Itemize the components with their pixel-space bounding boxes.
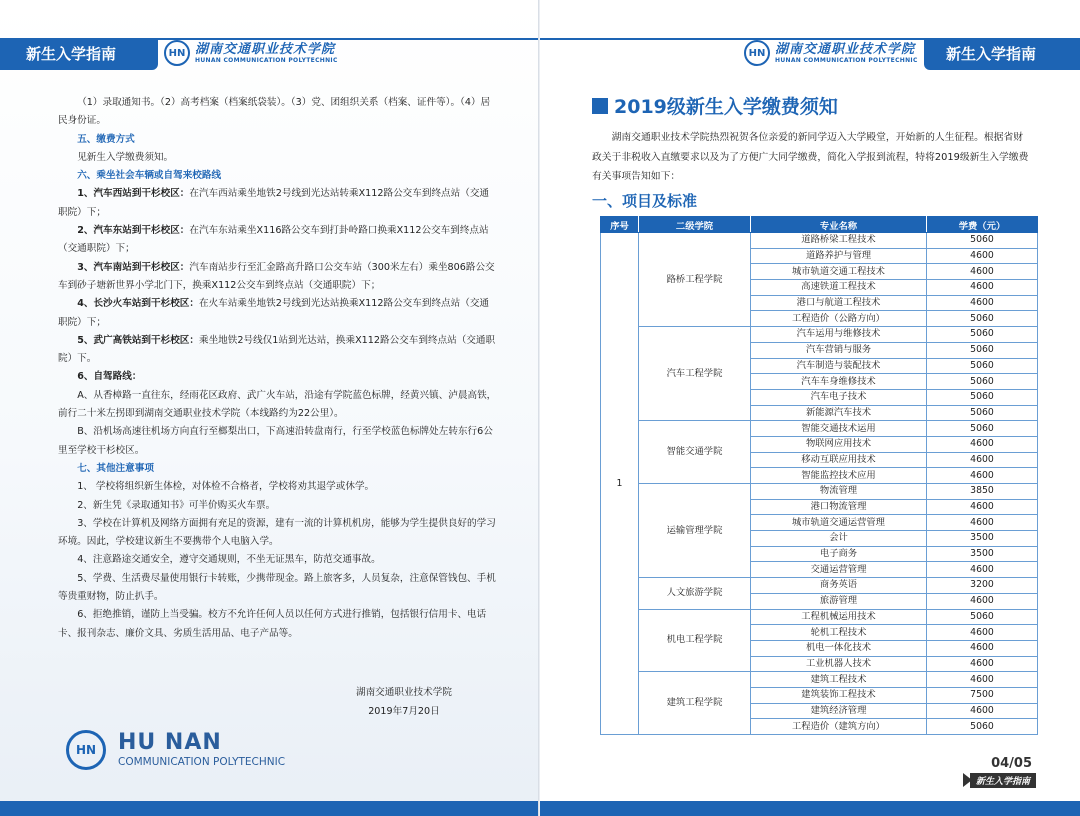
seq-cell: 1 xyxy=(601,233,639,735)
fee-cell: 4600 xyxy=(927,468,1038,484)
fee-cell: 5060 xyxy=(927,342,1038,358)
section-6-title: 六、乘坐社会车辆或自驾来校路线 xyxy=(77,170,222,182)
major-cell: 道路养护与管理 xyxy=(751,248,927,264)
footer-subtitle: COMMUNICATION POLYTECHNIC xyxy=(118,756,286,768)
school-name-cn: 湖南交通职业技术学院 xyxy=(775,41,916,57)
fee-cell: 4600 xyxy=(927,703,1038,719)
major-cell: 新能源汽车技术 xyxy=(751,405,927,421)
fee-cell: 5060 xyxy=(927,233,1038,249)
college-cell: 运输管理学院 xyxy=(639,484,751,578)
fee-cell: 4600 xyxy=(927,295,1038,311)
col-header-college: 二级学院 xyxy=(639,217,751,233)
major-cell: 工程造价（公路方向） xyxy=(751,311,927,327)
major-cell: 会计 xyxy=(751,531,927,547)
fee-table-header xyxy=(601,217,1038,233)
fee-cell: 4600 xyxy=(927,672,1038,688)
fee-cell: 4600 xyxy=(927,593,1038,609)
fee-cell: 5060 xyxy=(927,421,1038,437)
signature-date: 2019年7月20日 xyxy=(368,706,440,717)
left-footer-logo xyxy=(66,730,285,770)
major-cell: 旅游管理 xyxy=(751,593,927,609)
fee-cell: 4600 xyxy=(927,436,1038,452)
fee-cell: 5060 xyxy=(927,609,1038,625)
fee-cell: 3850 xyxy=(927,484,1038,500)
major-cell: 物联网应用技术 xyxy=(751,436,927,452)
major-cell: 汽车营销与服务 xyxy=(751,342,927,358)
major-cell: 建筑经济管理 xyxy=(751,703,927,719)
route-4: 4、长沙火车站到干杉校区：在火车站乘坐地铁2号线到光达站换乘X112路公交车到终点站（交通职院）下； xyxy=(58,298,490,328)
right-page xyxy=(540,0,1080,816)
major-cell: 智能交通技术运用 xyxy=(751,421,927,437)
table-row xyxy=(601,421,1038,437)
school-name-cn: 湖南交通职业技术学院 xyxy=(195,41,336,57)
fee-cell: 3500 xyxy=(927,531,1038,547)
header-tab-left: 新生入学指南 xyxy=(0,38,158,70)
route-1: 1、汽车西站到干杉校区：在汽车西站乘坐地铁2号线到光达站转乘X112路公交车到终点站（交通职院）下； xyxy=(58,188,490,218)
fee-cell: 4600 xyxy=(927,264,1038,280)
major-cell: 机电一体化技术 xyxy=(751,640,927,656)
left-body-text xyxy=(58,94,498,643)
items-standards-title: 一、项目及标准 xyxy=(592,192,698,210)
major-cell: 工业机器人技术 xyxy=(751,656,927,672)
route-5: 5、武广高铁站到干杉校区：乘坐地铁2号线仅1站到光达站，换乘X112路公交车到终点站（交通职院）下。 xyxy=(58,334,496,365)
route-2: 2、汽车东站到干杉校区：在汽车东站乘坐X116路公交车到打卦岭路口换乘X112公交车到终点站（交通职院）下； xyxy=(58,225,489,255)
note-4: 4、注意路途交通安全，遵守交通规则，不坐无证黑车，防范交通事故。 xyxy=(77,554,381,566)
note-3: 3、学校在计算机及网络方面拥有充足的资源，建有一流的计算机机房，能够为学生提供良好的学习环境。因此，学校建议新生不要携带个人电脑入学。 xyxy=(58,517,496,548)
self-drive-route-b: B、沿机场高速往机场方向直行至榔梨出口，下高速沿转盘南行，行至学校蓝色标牌处左转东行6公里至学校干杉校区。 xyxy=(58,426,493,456)
major-cell: 汽车电子技术 xyxy=(751,389,927,405)
note-2: 2、新生凭《录取通知书》可半价购买火车票。 xyxy=(77,499,276,511)
self-drive-route-a: A、从香樟路一直往东，经雨花区政府、武广火车站，沿途有学院蓝色标牌，经黄兴镇、泸晨高铁，前行二十米左拐即到湖南交通职业技术学院（本线路约为22公里）。 xyxy=(58,389,497,420)
table-row xyxy=(601,484,1038,500)
fee-cell: 3200 xyxy=(927,578,1038,594)
section-5-title: 五、缴费方式 xyxy=(77,133,135,145)
major-cell: 物流管理 xyxy=(751,484,927,500)
major-cell: 道路桥梁工程技术 xyxy=(751,233,927,249)
major-cell: 城市轨道交通工程技术 xyxy=(751,264,927,280)
school-emblem-icon: HN xyxy=(164,40,190,66)
fee-cell: 4600 xyxy=(927,452,1038,468)
note-1: 1、 学校将组织新生体检，对体检不合格者，学校将劝其退学或休学。 xyxy=(77,481,375,493)
major-cell: 交通运营管理 xyxy=(751,562,927,578)
col-header-fee: 学费（元） xyxy=(927,217,1038,233)
signature-org: 湖南交通职业技术学院 xyxy=(356,687,452,698)
fee-cell: 7500 xyxy=(927,687,1038,703)
fee-cell: 4600 xyxy=(927,499,1038,515)
school-logo-right xyxy=(744,40,918,66)
fee-cell: 5060 xyxy=(927,311,1038,327)
self-drive-title: 6、自驾路线： xyxy=(77,371,142,383)
major-cell: 轮机工程技术 xyxy=(751,625,927,641)
fee-cell: 4600 xyxy=(927,562,1038,578)
title-square-icon xyxy=(592,98,608,114)
major-cell: 工程造价（建筑方向） xyxy=(751,719,927,735)
footer-title: HU NAN xyxy=(118,730,222,755)
school-name-en: HUNAN COMMUNICATION POLYTECHNIC xyxy=(195,56,338,64)
table-row xyxy=(601,672,1038,688)
table-row xyxy=(601,327,1038,343)
required-documents: （1）录取通知书。（2）高考档案（档案纸袋装）。（3）党、团组织关系（档案、证件等）。（4）居民身份证。 xyxy=(58,97,491,127)
col-header-seq: 序号 xyxy=(601,217,639,233)
major-cell: 商务英语 xyxy=(751,578,927,594)
table-row xyxy=(601,578,1038,594)
note-6: 6、拒绝推销，谨防上当受骗。校方不允许任何人员以任何方式进行推销，包括银行信用卡、电话卡、报刊杂志、廉价文具、劣质生活用品、电子产品等。 xyxy=(58,609,487,639)
fee-cell: 5060 xyxy=(927,719,1038,735)
fee-cell: 5060 xyxy=(927,405,1038,421)
note-5: 5、学费、生活费尽量使用银行卡转账，少携带现金。路上旅客多，人员复杂，注意保管钱包、手机等贵重财物，防止扒手。 xyxy=(58,572,496,603)
fee-cell: 5060 xyxy=(927,358,1038,374)
major-cell: 智能监控技术应用 xyxy=(751,468,927,484)
fee-cell: 4600 xyxy=(927,515,1038,531)
section-7-title: 七、其他注意事项 xyxy=(77,462,154,474)
right-footer-bar xyxy=(540,801,1080,816)
section-5-text: 见新生入学缴费须知。 xyxy=(77,151,174,163)
major-cell: 港口物流管理 xyxy=(751,499,927,515)
fee-cell: 4600 xyxy=(927,625,1038,641)
major-cell: 工程机械运用技术 xyxy=(751,609,927,625)
fee-table xyxy=(600,216,1038,735)
major-cell: 建筑工程技术 xyxy=(751,672,927,688)
school-emblem-icon: HN xyxy=(744,40,770,66)
route-3: 3、汽车南站到干杉校区：汽车南站步行至汇金路高升路口公交车站（300米左右）乘坐806路公交车到砂子塘新世界小学北门下，换乘X112公交车到终点站（交通职院）下； xyxy=(58,261,495,291)
major-cell: 港口与航道工程技术 xyxy=(751,295,927,311)
college-cell: 智能交通学院 xyxy=(639,421,751,484)
school-name-en: HUNAN COMMUNICATION POLYTECHNIC xyxy=(775,56,918,64)
fee-cell: 4600 xyxy=(927,248,1038,264)
fee-cell: 5060 xyxy=(927,389,1038,405)
major-cell: 城市轨道交通运营管理 xyxy=(751,515,927,531)
fee-cell: 3500 xyxy=(927,546,1038,562)
fee-cell: 5060 xyxy=(927,374,1038,390)
college-cell: 建筑工程学院 xyxy=(639,672,751,735)
table-row xyxy=(601,233,1038,249)
college-cell: 路桥工程学院 xyxy=(639,233,751,327)
footer-emblem-icon: HN xyxy=(66,730,106,770)
header-tab-right: 新生入学指南 xyxy=(924,38,1080,70)
fee-notice-intro: 湖南交通职业技术学院热烈祝贺各位亲爱的新同学迈入大学殿堂，开始新的人生征程。根据省财政关于非税收入直缴要求以及为了方便广大同学缴费，简化入学报到流程，特将2019级新生入学缴费有关事项告知如下： xyxy=(592,132,1029,182)
left-footer-bar xyxy=(0,801,540,816)
major-cell: 汽车制造与装配技术 xyxy=(751,358,927,374)
college-cell: 人文旅游学院 xyxy=(639,578,751,609)
col-header-major: 专业名称 xyxy=(751,217,927,233)
page-label: 新生入学指南 xyxy=(970,773,1036,788)
major-cell: 移动互联应用技术 xyxy=(751,452,927,468)
college-cell: 汽车工程学院 xyxy=(639,327,751,421)
major-cell: 高速铁道工程技术 xyxy=(751,280,927,296)
signature xyxy=(356,683,452,721)
fee-cell: 4600 xyxy=(927,640,1038,656)
major-cell: 汽车车身维修技术 xyxy=(751,374,927,390)
fee-cell: 4600 xyxy=(927,280,1038,296)
fee-cell: 4600 xyxy=(927,656,1038,672)
fee-cell: 5060 xyxy=(927,327,1038,343)
fee-notice-title: 2019级新生入学缴费须知 xyxy=(592,92,838,119)
major-cell: 建筑装饰工程技术 xyxy=(751,687,927,703)
table-row xyxy=(601,609,1038,625)
college-cell: 机电工程学院 xyxy=(639,609,751,672)
school-logo-left xyxy=(164,40,338,66)
major-cell: 汽车运用与维修技术 xyxy=(751,327,927,343)
major-cell: 电子商务 xyxy=(751,546,927,562)
page-number: 04/05 xyxy=(991,756,1032,771)
